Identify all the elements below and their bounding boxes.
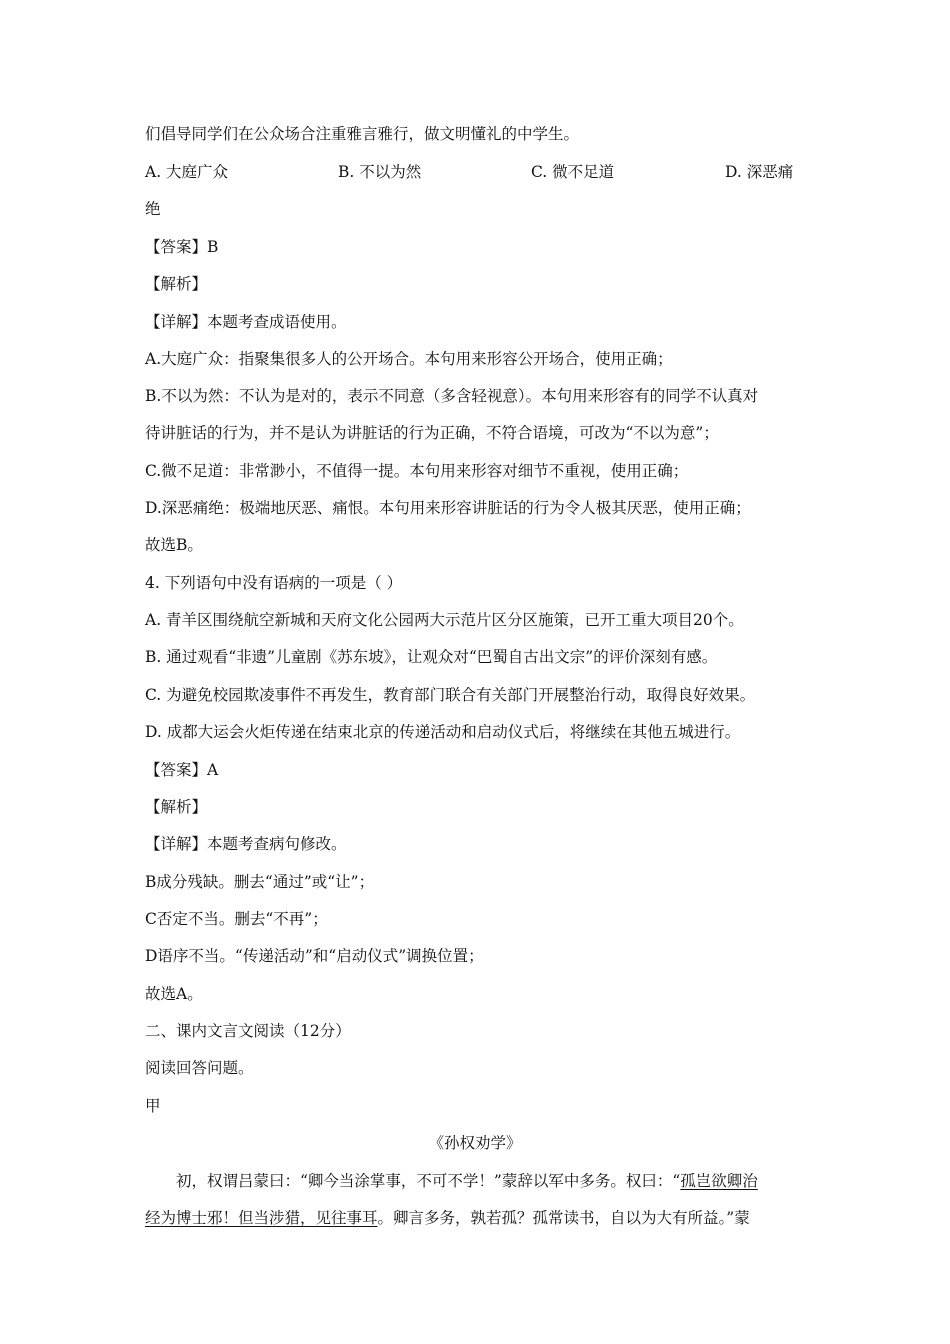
q4-option-c: C. 为避免校园欺凌事件不再发生，教育部门联合有关部门开展整治行动，取得良好效果。 xyxy=(145,686,756,704)
q4-option-a: A. 青羊区围绕航空新城和天府文化公园两大示范片区分区施策，已开工重大项目20个。 xyxy=(145,611,744,629)
q3-option-d-wrap: 绝 xyxy=(145,200,161,218)
q4-explain-b: B成分残缺。删去“通过”或“让”； xyxy=(145,873,375,891)
q3-explain-b-line1: B.不以为然：不认为是对的，表示不同意（多含轻视意）。本句用来形容有的同学不认真对 xyxy=(145,387,759,405)
q4-choose: 故选A。 xyxy=(145,985,203,1003)
q3-detail: 【详解】本题考查成语使用。 xyxy=(145,313,347,331)
q3-option-d: D. 深恶痛 xyxy=(725,163,794,181)
passage-line-1 xyxy=(176,1171,841,1191)
q4-answer: 【答案】A xyxy=(145,761,219,779)
q4-option-d: D. 成都大运会火炬传递在结束北京的传递活动和启动仪式后，将继续在其他五城进行。 xyxy=(145,723,741,741)
q3-answer: 【答案】B xyxy=(145,238,219,256)
underlined-phrase-2: 经为博士邪！但当涉猎，见往事耳 xyxy=(145,1209,378,1227)
passage-line-2-text: 。卿言多务，孰若孤？孤常读书，自以为大有所益。”蒙 xyxy=(377,1209,750,1227)
q4-stem: 4. 下列语句中没有语病的一项是（ ） xyxy=(145,574,403,592)
q3-explain-a: A.大庭广众：指聚集很多人的公开场合。本句用来形容公开场合，使用正确； xyxy=(145,350,673,368)
reading-instruction: 阅读回答问题。 xyxy=(145,1059,254,1077)
q3-analysis-label: 【解析】 xyxy=(145,275,208,293)
q3-option-a: A. 大庭广众 xyxy=(145,163,229,181)
q4-explain-d: D语序不当。“传递活动”和“启动仪式”调换位置； xyxy=(145,947,484,965)
q4-explain-c: C否定不当。删去“不再”； xyxy=(145,910,328,928)
passage-line-2 xyxy=(145,1208,810,1228)
passage-line-1-text: 初，权谓吕蒙曰：“卿今当涂掌事，不可不学！”蒙辞以军中多务。权曰：“ xyxy=(176,1172,681,1190)
underlined-phrase-1: 孤岂欲卿治 xyxy=(680,1172,758,1190)
q3-stem-tail: 们倡导同学们在公众场合注重雅言雅行，做文明懂礼的中学生。 xyxy=(145,125,580,143)
q4-detail: 【详解】本题考查病句修改。 xyxy=(145,835,347,853)
passage-title: 《孙权劝学》 xyxy=(428,1134,522,1152)
q3-explain-c: C.微不足道：非常渺小，不值得一提。本句用来形容对细节不重视，使用正确； xyxy=(145,462,689,480)
section-heading: 二、课内文言文阅读（12分） xyxy=(145,1022,351,1040)
q4-analysis-label: 【解析】 xyxy=(145,798,208,816)
q3-explain-d: D.深恶痛绝：极端地厌恶、痛恨。本句用来形容讲脏话的行为令人极其厌恶，使用正确； xyxy=(145,499,751,517)
q4-option-b: B. 通过观看“非遗”儿童剧《苏东坡》，让观众对“巴蜀自古出文宗”的评价深刻有感。 xyxy=(145,648,718,666)
q3-explain-b-line2: 待讲脏话的行为，并不是认为讲脏话的行为正确，不符合语境，可改为“不以为意”； xyxy=(145,424,719,442)
part-label-jia: 甲 xyxy=(145,1097,161,1115)
q3-option-c: C. 微不足道 xyxy=(531,163,615,181)
q3-option-b: B. 不以为然 xyxy=(338,163,422,181)
q3-choose: 故选B。 xyxy=(145,536,203,554)
